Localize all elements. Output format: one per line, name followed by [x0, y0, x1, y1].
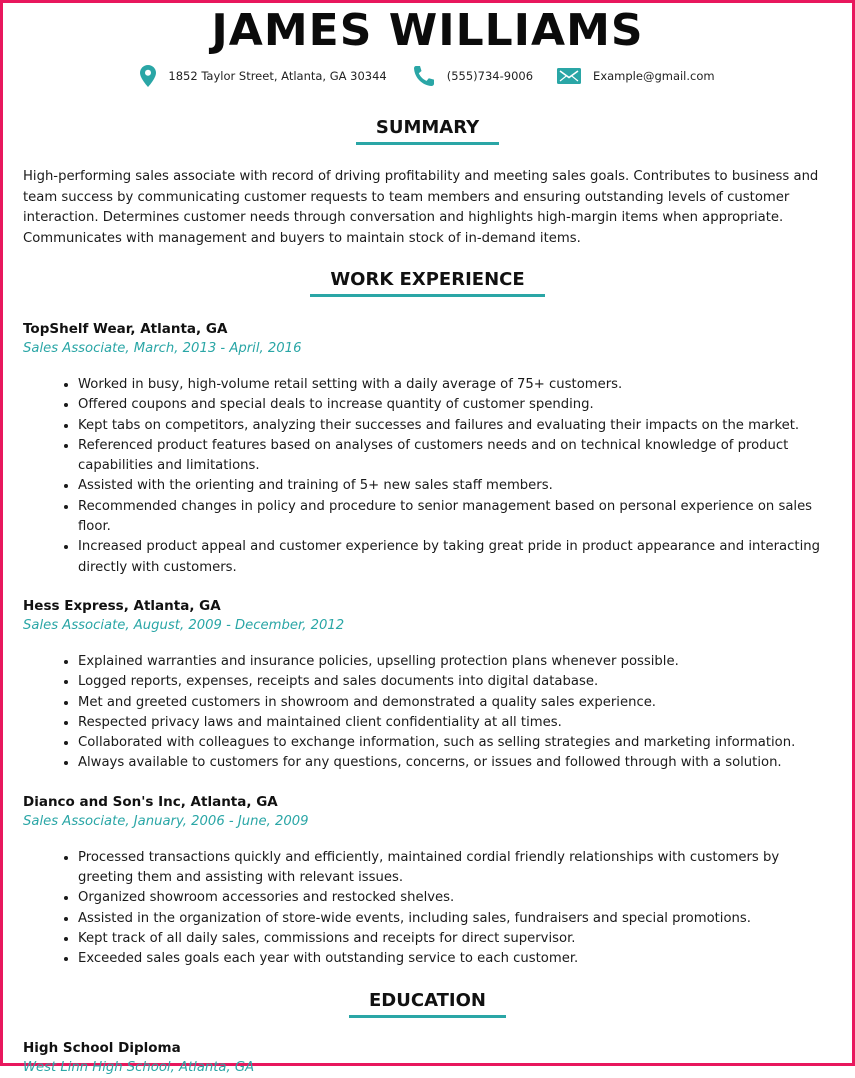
email-text: Example@gmail.com — [593, 69, 715, 83]
job-title: Sales Associate — [23, 341, 126, 356]
job-bullets — [23, 848, 832, 970]
location-pin-icon — [140, 65, 156, 87]
summary-heading: SUMMARY — [23, 117, 832, 145]
education-heading: EDUCATION — [23, 990, 832, 1018]
school: West Linn High School, Atlanta, GA — [23, 1059, 255, 1075]
bullet-item: • Exceeded sales goals each year with outstanding service to each customer. — [78, 949, 832, 969]
job-dates: , August, 2009 - December, 2012 — [125, 617, 345, 633]
job-entry — [23, 792, 832, 970]
candidate-name: JAMES WILLIAMS — [211, 5, 644, 56]
bullet-item: • Respected privacy laws and maintained client confidentiality at all times. — [78, 713, 832, 733]
bullet-item: • Explained warranties and insurance policies, upselling protection plans whenever possible. — [78, 652, 832, 672]
bullet-item: • Referenced product features based on analyses of customers needs and on technical knowledge of product capabilities and limitations. — [78, 436, 832, 477]
degree: High School Diploma — [23, 1039, 181, 1056]
bullet-item: • Processed transactions quickly and efficiently, maintained cordial friendly relationships with customers by greeting them and assisting with relevant issues. — [78, 848, 832, 889]
education-entry — [23, 1038, 832, 1078]
contact-phone — [411, 65, 533, 87]
bullet-item: • Met and greeted customers in showroom and demonstrated a quality sales experience. — [78, 693, 832, 713]
jobs-list — [23, 319, 832, 970]
bullet-item: • Worked in busy, high-volume retail setting with a daily average of 75+ customers. — [78, 375, 832, 395]
job-entry — [23, 319, 832, 578]
bullet-item: • Kept tabs on competitors, analyzing their successes and failures and evaluating their impacts on the market. — [78, 416, 832, 436]
job-dates: , March, 2013 - April, 2016 — [125, 341, 302, 356]
job-entry — [23, 596, 832, 774]
job-company: TopShelf Wear, Atlanta, GA — [23, 321, 228, 337]
bullet-item: • Assisted in the organization of store-wide events, including sales, fundraisers and special promotions. — [78, 909, 832, 929]
phone-text: (555)734-9006 — [446, 69, 534, 83]
job-company: Hess Express, Atlanta, GA — [23, 597, 221, 614]
job-bullets — [23, 652, 832, 774]
phone-icon — [411, 65, 435, 87]
contact-email — [557, 68, 715, 84]
bullet-item: • Assisted with the orienting and training of 5+ new sales staff members. — [78, 476, 832, 496]
bullet-item: • Recommended changes in policy and procedure to senior management based on personal experience on sales floor. — [78, 497, 832, 538]
job-dates: , January, 2006 - June, 2009 — [125, 813, 309, 829]
job-role-line — [23, 616, 832, 636]
job-title: Sales Associate — [23, 813, 126, 829]
address-text: 1852 Taylor Street, Atlanta, GA 30344 — [168, 69, 387, 83]
job-role-line — [23, 812, 832, 832]
work-experience-heading: WORK EXPERIENCE — [23, 269, 832, 297]
bullet-item: • Increased product appeal and customer experience by taking great pride in product appearance and interacting directly with customers. — [78, 537, 832, 578]
bullet-item: • Organized showroom accessories and restocked shelves. — [78, 888, 832, 908]
bullet-item: • Kept track of all daily sales, commissions and receipts for direct supervisor. — [78, 929, 832, 949]
envelope-icon — [557, 68, 581, 84]
job-company: Dianco and Son's Inc, Atlanta, GA — [23, 793, 278, 810]
bullet-item: • Always available to customers for any questions, concerns, or issues and followed through with a solution. — [78, 753, 832, 773]
job-title: Sales Associate — [23, 617, 126, 633]
contact-bar — [23, 65, 832, 87]
summary-text: High-performing sales associate with record of driving profitability and meeting sales goals. Contributes to business and team success by communicating customer requests to team members and ensuring outstanding levels of customer interaction. Determines customer needs through conversation and highlights high-margin items when appropriate. Communicates with management and buyers to maintain stock of in-demand items. — [23, 169, 819, 246]
bullet-item: • Offered coupons and special deals to increase quantity of customer spending. — [78, 395, 832, 415]
job-role-line — [23, 339, 832, 359]
bullet-item: • Logged reports, expenses, receipts and sales documents into digital database. — [78, 672, 832, 692]
bullet-item: • Collaborated with colleagues to exchange information, such as selling strategies and marketing information. — [78, 733, 832, 753]
contact-address — [140, 65, 386, 87]
job-bullets — [23, 375, 832, 578]
